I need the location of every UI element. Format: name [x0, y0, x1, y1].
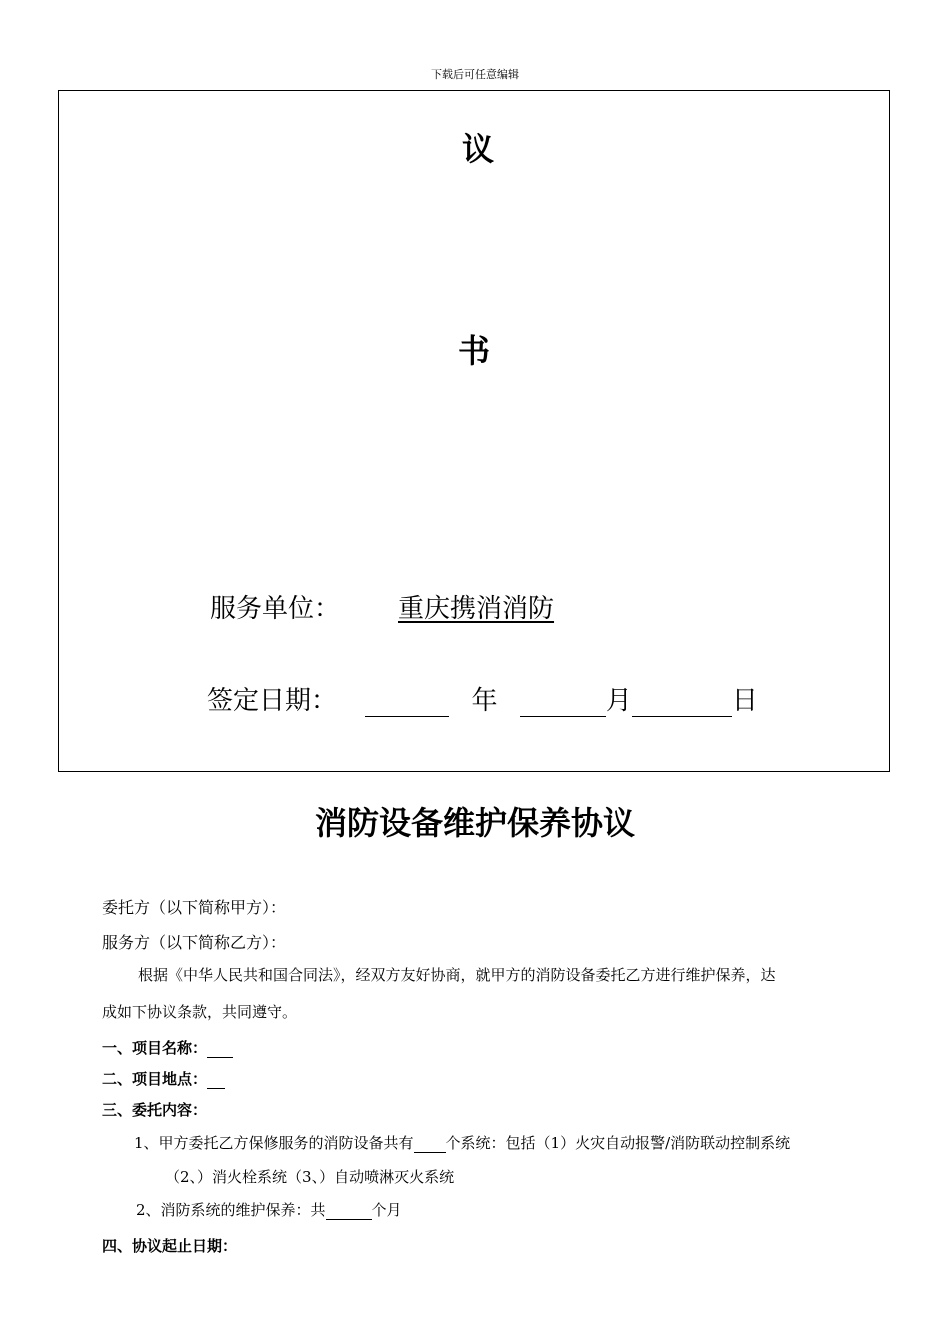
item-1-continued: （2、）消火栓系统（3、）自动喷淋灭火系统 [165, 1168, 455, 1186]
header-note: 下载后可任意编辑 [431, 68, 519, 81]
main-title: 消防设备维护保养协议 [314, 804, 635, 842]
cover-box [58, 90, 890, 772]
section-project-name: 一、项目名称： [102, 1037, 233, 1058]
item-2: 2、消防系统的维护保养：共 个月 [136, 1201, 402, 1219]
months-blank[interactable] [326, 1203, 372, 1220]
year-blank[interactable] [365, 690, 449, 717]
service-unit-value: 重庆携消消防 [398, 594, 555, 624]
sign-date-row [207, 680, 758, 717]
cover-char-mid: 书 [458, 332, 491, 370]
system-count-blank[interactable] [414, 1136, 446, 1153]
item-1: 1、甲方委托乙方保修服务的消防设备共有 个系统：包括（1）火灾自动报警/消防联动控制系统 [134, 1134, 791, 1152]
service-unit-label: 服务单位： [210, 594, 341, 624]
day-blank[interactable] [632, 690, 732, 717]
sign-date-label: 签定日期： [207, 686, 338, 716]
service-unit-row [210, 588, 554, 625]
provider-party: 服务方（以下简称乙方）： [102, 933, 287, 952]
intro-line-1: 根据《中华人民共和国合同法》，经双方友好协商，就甲方的消防设备委托乙方进行维护保养，达 [138, 966, 776, 984]
project-name-blank[interactable] [207, 1041, 233, 1058]
month-label: 月 [605, 686, 632, 716]
section-project-location: 二、项目地点： [102, 1068, 225, 1089]
section-agreement-period: 四、协议起止日期： [102, 1237, 238, 1255]
project-location-blank[interactable] [207, 1072, 225, 1089]
day-label: 日 [731, 686, 758, 716]
month-blank[interactable] [520, 690, 606, 717]
intro-line-2: 成如下协议条款，共同遵守。 [102, 1003, 298, 1021]
section-scope: 三、委托内容： [102, 1101, 208, 1119]
year-label: 年 [471, 686, 498, 716]
client-party: 委托方（以下简称甲方）： [102, 898, 287, 917]
cover-char-top: 议 [462, 130, 495, 168]
